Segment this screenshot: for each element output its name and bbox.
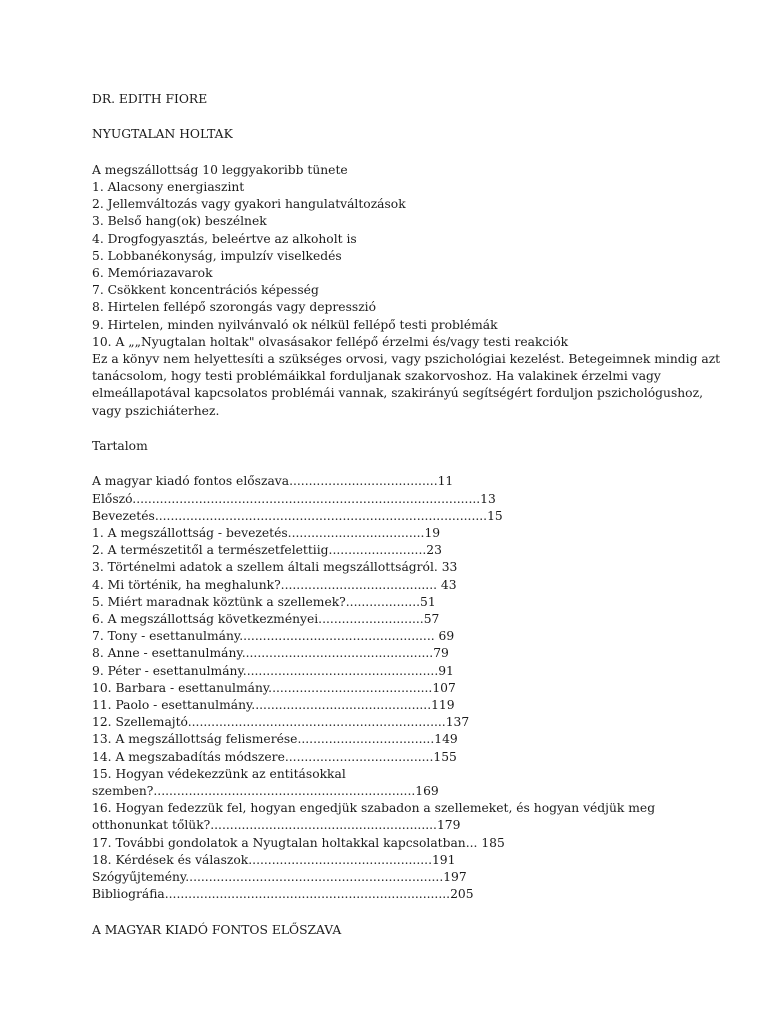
toc-entry: 17. További gondolatok a Nyugtalan holtakkal kapcsolatban... 185 [92, 835, 505, 850]
toc-entry: 2. A természetitől a természetfelettiig.........................23 [92, 543, 442, 558]
toc-entry: 12. Szellemajtó..................................................................137 [92, 715, 470, 730]
symptom-item: 6. Memóriazavarok [92, 266, 213, 280]
toc-entry: 15. Hogyan védekezzünk az entitásokkal [92, 766, 346, 781]
toc-entry: 3. Történelmi adatok a szellem általi megszállottságról. 33 [92, 560, 458, 575]
toc-entry: Szógyűjtemény..................................................................197 [92, 870, 467, 885]
spacer [92, 108, 732, 125]
disclaimer-line: elmeállapotával kapcsolatos problémái vannak, szakirányú segítségért forduljon pszichológushoz, [92, 386, 703, 401]
toc-entry: A magyar kiadó fontos előszava......................................11 [92, 474, 454, 489]
symptoms-section [92, 162, 732, 420]
toc-entry: 16. Hogyan fedezzük fel, hogyan engedjük szabadon a szellemeket, és hogyan védjük meg [92, 801, 656, 816]
spacer [92, 455, 732, 472]
symptom-item: 10. A „„Nyugtalan holtak" olvasásakor fellépő érzelmi és/vagy testi reakciók [92, 334, 569, 349]
toc-heading: Tartalom [92, 439, 148, 454]
toc-entry: 10. Barbara - esettanulmány..........................................107 [92, 680, 456, 695]
toc-entry: otthonunkat tőlük?..........................................................179 [92, 818, 461, 833]
symptom-item: 5. Lobbanékonyság, impulzív viselkedés [92, 248, 342, 263]
toc-entry: szemben?...................................................................169 [92, 784, 439, 799]
disclaimer-line: vagy pszichiáterhez. [92, 403, 220, 418]
symptom-item: 9. Hirtelen, minden nyilvánvaló ok nélkül fellépő testi problémák [92, 317, 498, 332]
toc-entry: 4. Mi történik, ha meghalunk?........................................ 43 [92, 577, 457, 592]
toc-entry: 13. A megszállottság felismerése...................................149 [92, 732, 458, 747]
toc-entry: Bibliográfia.........................................................................205 [92, 887, 474, 902]
spacer [92, 420, 732, 437]
toc-entry: Bevezetés.....................................................................................15 [92, 508, 503, 523]
toc-entry: 9. Péter - esettanulmány..................................................91 [92, 663, 454, 678]
toc-entry: 1. A megszállottság - bevezetés...................................19 [92, 526, 441, 541]
symptom-item: 3. Belső hang(ok) beszélnek [92, 214, 267, 229]
toc-section [92, 438, 732, 903]
book-title: NYUGTALAN HOLTAK [92, 127, 233, 142]
spacer [92, 144, 732, 161]
disclaimer-line: Ez a könyv nem helyettesíti a szükséges orvosi, vagy pszichológiai kezelést. Betegeimnek mindig azt [92, 352, 721, 367]
toc-entry: 5. Miért maradnak köztünk a szellemek?...................51 [92, 594, 436, 609]
toc-entry: 8. Anne - esettanulmány.................................................79 [92, 646, 449, 661]
symptom-item: 4. Drogfogyasztás, beleértve az alkoholt is [92, 231, 357, 246]
toc-entry: Előszó.........................................................................................13 [92, 491, 496, 506]
symptom-item: 2. Jellemváltozás vagy gyakori hangulatváltozások [92, 197, 406, 212]
toc-entry: 6. A megszállottság következményei...........................57 [92, 612, 440, 627]
symptom-item: 8. Hirtelen fellépő szorongás vagy depresszió [92, 300, 377, 315]
toc-entry: 11. Paolo - esettanulmány..............................................119 [92, 698, 455, 713]
toc-entry: 14. A megszabadítás módszere......................................155 [92, 749, 457, 764]
toc-entry: 18. Kérdések és válaszok...............................................191 [92, 852, 456, 867]
symptom-item: 7. Csökkent koncentrációs képesség [92, 283, 319, 298]
spacer [92, 903, 732, 920]
section-heading: A MAGYAR KIADÓ FONTOS ELŐSZAVA [92, 922, 342, 937]
toc-entry: 7. Tony - esettanulmány.................................................. 69 [92, 629, 455, 644]
disclaimer-line: tanácsolom, hogy testi problémáikkal forduljanak szakorvoshoz. Ha valakinek érzelmi vagy [92, 369, 661, 384]
symptom-item: 1. Alacsony energiaszint [92, 179, 245, 194]
document-page [92, 91, 732, 939]
symptoms-heading: A megszállottság 10 leggyakoribb tünete [92, 162, 348, 177]
author-name: DR. EDITH FIORE [92, 92, 208, 106]
